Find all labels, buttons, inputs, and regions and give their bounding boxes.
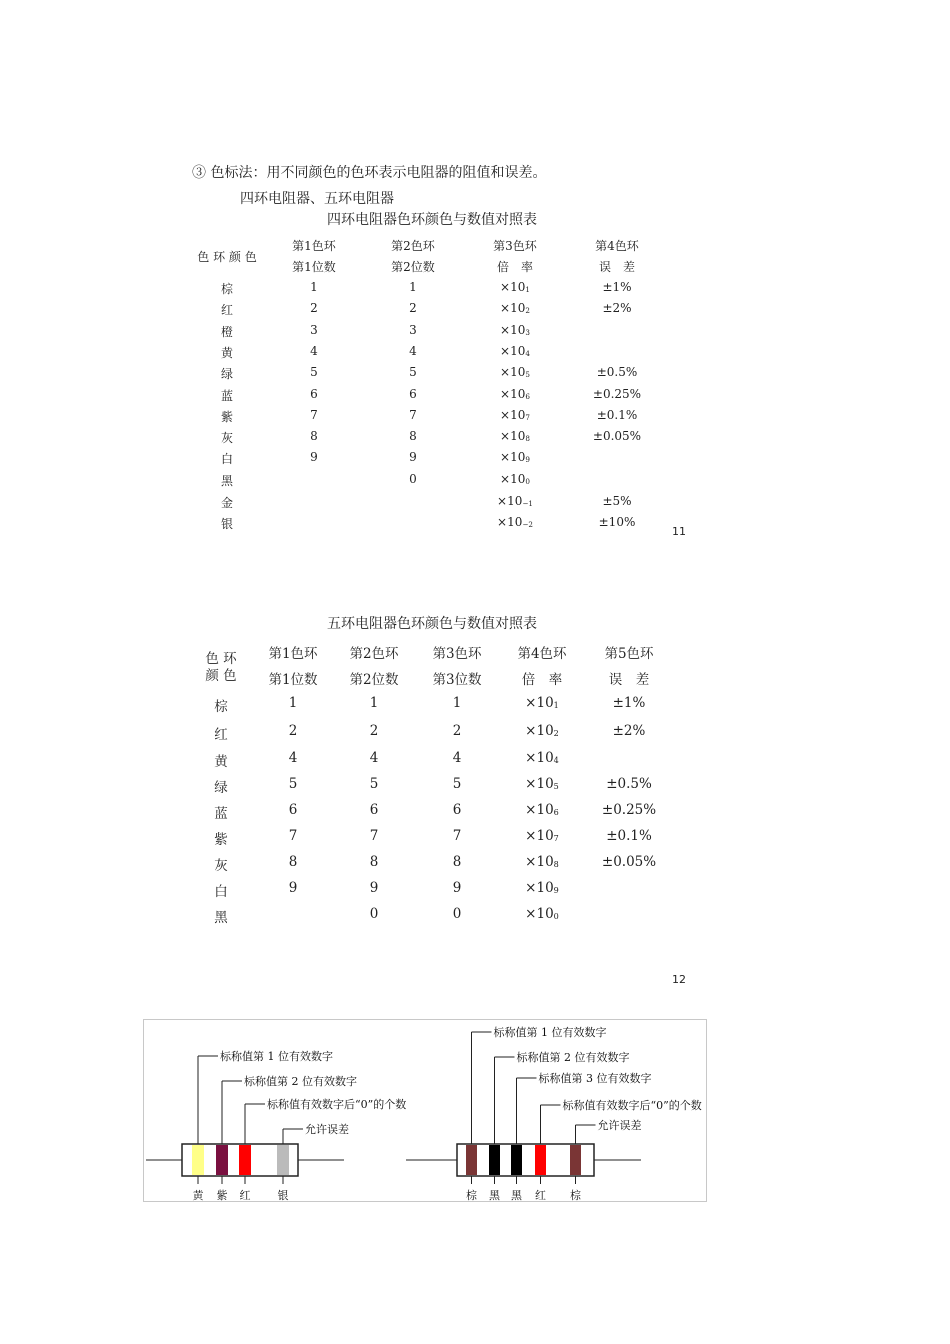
multiplier-exponent: 5	[553, 781, 559, 792]
table-row-digit3: 1	[452, 695, 462, 711]
multiplier-base: ×10	[525, 802, 554, 818]
table-row-digit2: 7	[369, 828, 379, 844]
table-row-tolerance: ±10%	[598, 515, 636, 530]
table-row-digit3: 4	[452, 750, 462, 766]
table-row-digit1: 8	[288, 854, 298, 870]
column-header-line1: 第5色环	[604, 646, 654, 662]
band-color-name: 棕	[570, 1189, 581, 1201]
band-color-name: 黄	[192, 1189, 204, 1201]
table-row-digit3: 5	[452, 776, 462, 792]
band-label: 标称值第 2 位有效数字	[244, 1075, 357, 1088]
multiplier-base: ×10	[525, 695, 554, 711]
multiplier-exponent: 2	[553, 728, 559, 739]
multiplier-exponent: 9	[525, 455, 530, 465]
band5-4	[570, 1145, 581, 1175]
multiplier-exponent: 8	[525, 434, 530, 444]
table-row-digit2: 1	[369, 695, 379, 711]
multiplier-base: ×10	[500, 301, 526, 316]
table-row-tolerance: ±0.25%	[601, 802, 657, 818]
table-row-digit2: 3	[409, 322, 417, 337]
table-row-color: 棕	[220, 282, 233, 296]
table-row-digit3: 7	[452, 828, 462, 844]
band5-2	[511, 1145, 522, 1175]
table-row-digit2: 4	[369, 750, 379, 766]
multiplier-base: ×10	[497, 515, 523, 530]
table-row-tolerance: ±2%	[612, 723, 646, 739]
band-color-name: 黑	[511, 1189, 522, 1201]
multiplier-base: ×10	[525, 828, 554, 844]
table-row-digit2: 2	[369, 723, 379, 739]
table-row-color: 灰	[220, 431, 233, 446]
table-row-multiplier	[502, 906, 582, 922]
table-row-multiplier	[502, 802, 582, 818]
table-row-color: 绿	[214, 780, 228, 796]
column-header-line1: 第1色环	[292, 239, 336, 253]
multiplier-base: ×10	[500, 450, 526, 465]
table-row-digit2: 1	[409, 280, 417, 294]
table-row-multiplier	[502, 750, 582, 766]
band-label: 标称值第 2 位有效数字	[516, 1051, 630, 1064]
table-row-digit1: 2	[288, 723, 298, 739]
table-row-digit1: 1	[288, 695, 298, 711]
table-row-tolerance: ±0.25%	[592, 386, 642, 401]
table-row-color: 紫	[220, 409, 233, 424]
table-row-digit2: 8	[409, 429, 417, 444]
multiplier-exponent: 0	[525, 476, 530, 486]
multiplier-base: ×10	[500, 280, 526, 294]
multiplier-exponent: −2	[522, 520, 533, 530]
column-header-line1: 第4色环	[517, 646, 567, 662]
multiplier-exponent: 8	[553, 859, 559, 870]
table-row-color: 白	[220, 452, 233, 467]
table-row-multiplier	[475, 280, 555, 294]
table-row-digit2: 8	[369, 854, 379, 870]
column-header-line2: 倍 率	[496, 260, 533, 274]
table-row-digit1: 4	[310, 343, 318, 358]
multiplier-exponent: 4	[525, 348, 530, 358]
table-row-digit1: 6	[288, 802, 298, 818]
table-row-tolerance: ±1%	[612, 695, 646, 711]
table-row-digit3: 6	[452, 802, 462, 818]
table-row-tolerance: ±0.05%	[592, 429, 642, 444]
table4-title: 四环电阻器色环颜色与数值对照表	[327, 212, 537, 228]
table-row-digit3: 8	[452, 854, 462, 870]
band-label: 标称值第 3 位有效数字	[538, 1072, 652, 1085]
multiplier-exponent: 9	[553, 885, 559, 896]
table-row-digit2: 4	[409, 343, 417, 358]
table-row-digit2: 7	[409, 407, 417, 422]
multiplier-exponent: 3	[525, 327, 530, 337]
band-color-name: 红	[535, 1189, 546, 1201]
multiplier-exponent: 2	[525, 306, 530, 316]
band-label: 标称值有效数字后“0”的个数	[562, 1099, 702, 1112]
table-row-digit1: 4	[288, 750, 298, 766]
multiplier-base: ×10	[500, 407, 526, 422]
table-row-multiplier	[502, 880, 582, 896]
table-row-color: 棕	[214, 699, 228, 715]
band-color-name: 黑	[489, 1189, 500, 1201]
multiplier-base: ×10	[500, 471, 526, 486]
band-color-name: 红	[239, 1189, 251, 1201]
table-row-digit1: 3	[310, 322, 318, 337]
band-label: 允许误差	[305, 1123, 349, 1136]
column-header-line2: 第1位数	[268, 672, 318, 688]
multiplier-base: ×10	[500, 322, 526, 337]
table-row-multiplier	[475, 429, 555, 443]
multiplier-base: ×10	[525, 906, 554, 922]
column-header-line1: 第2色环	[349, 646, 399, 662]
multiplier-base: ×10	[500, 386, 526, 401]
multiplier-exponent: 7	[553, 833, 559, 844]
band4-3	[277, 1145, 289, 1175]
table-row-multiplier	[502, 828, 582, 844]
table-row-color: 银	[220, 517, 233, 532]
table-row-digit2: 6	[409, 386, 417, 401]
band-color-name: 银	[277, 1189, 289, 1201]
table-row-multiplier	[475, 365, 555, 379]
band-color-name: 紫	[216, 1189, 228, 1201]
table-row-digit1: 9	[310, 450, 318, 465]
table-row-digit1: 7	[288, 828, 298, 844]
table-row-color: 红	[214, 727, 228, 743]
resistor-diagram	[143, 1019, 707, 1202]
table-row-digit2: 6	[369, 802, 379, 818]
table-row-digit2: 5	[369, 776, 379, 792]
column-header-line1: 第3色环	[493, 239, 537, 253]
table-row-multiplier	[475, 344, 555, 358]
intro-text: ③ 色标法：用不同颜色的色环表示电阻器的阻值和误差。	[192, 165, 547, 181]
band-label: 标称值有效数字后“0”的个数	[267, 1098, 407, 1111]
table-row-tolerance: ±0.5%	[596, 365, 638, 380]
multiplier-base: ×10	[525, 723, 554, 739]
table-row-tolerance: ±2%	[602, 301, 632, 316]
column-header-line1: 第1色环	[268, 646, 318, 662]
multiplier-base: ×10	[500, 429, 526, 444]
table-row-color: 黑	[220, 473, 233, 488]
table-row-tolerance: ±0.5%	[606, 776, 652, 792]
page-number-12: 12	[672, 973, 686, 986]
table-row-tolerance: ±5%	[602, 494, 632, 508]
multiplier-base: ×10	[525, 880, 554, 896]
multiplier-base: ×10	[500, 343, 526, 358]
table-row-digit1: 1	[310, 280, 318, 294]
column-header-line2: 第1位数	[292, 260, 336, 274]
column-header-line2: 第3位数	[432, 672, 482, 688]
multiplier-exponent: 1	[553, 700, 559, 711]
table-row-color: 黑	[214, 910, 228, 926]
multiplier-base: ×10	[500, 365, 526, 380]
table-row-color: 黄	[220, 345, 233, 360]
table-row-digit1: 5	[310, 365, 318, 380]
column-header-line2: 误 差	[608, 672, 650, 688]
multiplier-exponent: 0	[553, 911, 559, 922]
table-row-color: 橙	[220, 324, 233, 339]
table-row-digit1: 8	[310, 429, 318, 444]
table-row-color: 红	[220, 303, 233, 318]
table-row-tolerance: ±1%	[602, 280, 632, 294]
column-header-line1: 第4色环	[595, 239, 639, 253]
table-row-color: 绿	[220, 367, 233, 382]
multiplier-base: ×10	[497, 494, 523, 508]
table-row-multiplier	[475, 450, 555, 464]
table-row-digit1: 2	[310, 301, 318, 316]
column-header-line2: 倍 率	[521, 672, 563, 688]
table-row-multiplier	[475, 387, 555, 401]
table-row-tolerance: ±0.1%	[596, 407, 638, 422]
table-row-digit2: 9	[409, 450, 417, 465]
table-row-digit1: 7	[310, 407, 318, 422]
page-number-11: 11	[672, 525, 686, 538]
band4-0	[192, 1145, 204, 1175]
table-row-color: 蓝	[220, 388, 233, 403]
table-row-digit2: 9	[369, 880, 379, 896]
table-row-color: 金	[220, 496, 233, 510]
table-row-multiplier	[502, 854, 582, 870]
column-header-line2: 误 差	[598, 260, 635, 274]
band-label: 标称值第 1 位有效数字	[493, 1026, 607, 1039]
multiplier-base: ×10	[525, 750, 554, 766]
band4-1	[216, 1145, 228, 1175]
table-row-multiplier	[502, 776, 582, 792]
table-row-multiplier	[475, 301, 555, 315]
table-row-color: 紫	[214, 832, 228, 848]
multiplier-base: ×10	[525, 776, 554, 792]
band-label: 允许误差	[597, 1119, 642, 1132]
table-row-digit2: 0	[369, 906, 379, 922]
table-row-digit2: 2	[409, 301, 417, 316]
resistor-diagram-svg	[144, 1020, 706, 1201]
column-header-line1: 第2色环	[391, 239, 435, 253]
color-header-line1: 色 环	[205, 651, 237, 667]
table-row-multiplier	[475, 494, 555, 508]
table5-title: 五环电阻器色环颜色与数值对照表	[327, 616, 537, 632]
multiplier-exponent: 1	[525, 285, 530, 295]
color-header-line2: 颜 色	[205, 668, 237, 684]
table-row-color: 蓝	[214, 806, 228, 822]
table-row-digit3: 9	[452, 880, 462, 896]
multiplier-exponent: 6	[525, 391, 530, 401]
table-row-multiplier	[475, 323, 555, 337]
table-row-multiplier	[475, 408, 555, 422]
table-row-tolerance: ±0.1%	[606, 828, 652, 844]
multiplier-exponent: 7	[525, 412, 530, 422]
table-row-color: 灰	[214, 858, 228, 874]
table-row-multiplier	[502, 695, 582, 711]
table-row-multiplier	[475, 472, 555, 486]
column-header-line1: 第3色环	[432, 646, 482, 662]
multiplier-exponent: 6	[553, 807, 559, 818]
band4-2	[239, 1145, 251, 1175]
multiplier-base: ×10	[525, 854, 554, 870]
table-row-tolerance: ±0.05%	[601, 854, 657, 870]
table-row-digit1: 6	[310, 386, 318, 401]
band5-3	[535, 1145, 546, 1175]
multiplier-exponent: 5	[525, 370, 530, 380]
color-header: 色 环 颜 色	[197, 250, 257, 264]
section-subtitle: 四环电阻器、五环电阻器	[240, 191, 394, 207]
table-row-color: 白	[214, 884, 228, 900]
table-row-digit1: 5	[288, 776, 298, 792]
band5-0	[466, 1145, 477, 1175]
multiplier-exponent: 4	[553, 755, 559, 766]
band5-1	[489, 1145, 500, 1175]
table-row-digit2: 0	[409, 471, 417, 486]
table-row-digit3: 2	[452, 723, 462, 739]
column-header-line2: 第2位数	[349, 672, 399, 688]
table-row-color: 黄	[214, 754, 228, 770]
table-row-digit3: 0	[452, 906, 462, 922]
column-header-line2: 第2位数	[391, 260, 435, 274]
band-label: 标称值第 1 位有效数字	[220, 1050, 333, 1063]
table-row-multiplier	[502, 723, 582, 739]
multiplier-exponent: −1	[522, 499, 533, 509]
band-color-name: 棕	[466, 1189, 477, 1201]
table-row-digit2: 5	[409, 365, 417, 380]
table-row-digit1: 9	[288, 880, 298, 896]
table-row-multiplier	[475, 515, 555, 529]
